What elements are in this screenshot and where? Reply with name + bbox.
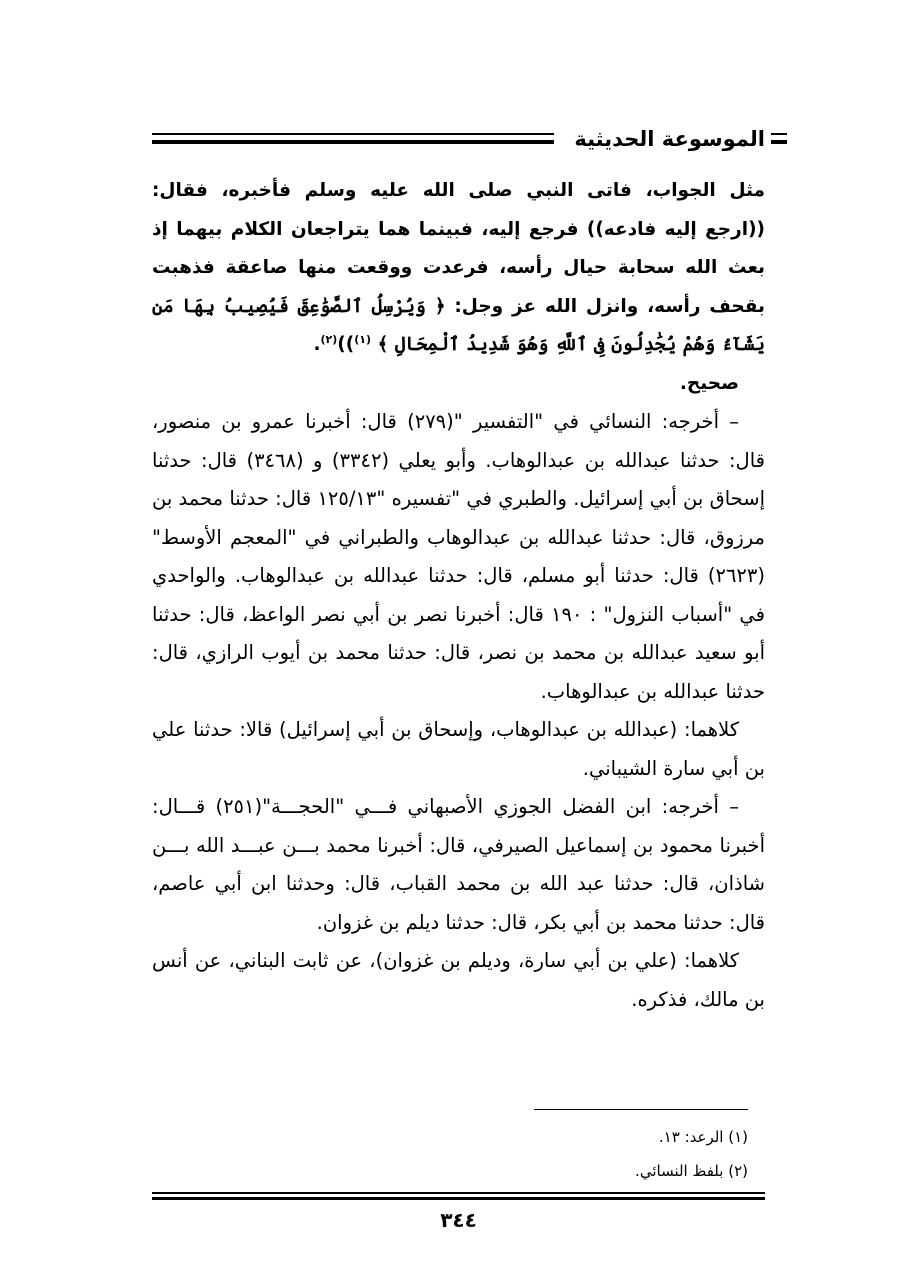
hadith-end: . <box>313 334 321 355</box>
takhrij-paragraph-3: – أخرجه: ابن الفضل الجوزي الأصبهاني فـــي "الحجـــة"(٢٥١) قـــال: أخبرنا محمود بن إسماعيل الصيرفي، قال: أخبرنا محمد بـــن عبـــد الله بـــن شاذان، قال: حدثنا عبد الله بن محمد القباب، قال: وحدثنا ابن أبي عاصم، قال: حدثنا محمد بن أبي بكر، قال: حدثنا ديلم بن غزوان. <box>152 795 765 934</box>
header-title: الموسوعة الحديثية <box>574 127 765 151</box>
header-rule-left <box>152 133 554 144</box>
footnote-mark-2: (٢) <box>320 332 338 346</box>
main-text <box>152 172 765 1019</box>
header-rule-right <box>771 133 787 144</box>
footnote-divider <box>534 1109 748 1110</box>
running-header <box>152 122 765 156</box>
takhrij-paragraph-2: كلاهما: (عبدالله بن عبدالوهاب، وإسحاق بن أبي إسرائيل) قالا: حدثنا علي بن أبي سارة الشيباني. <box>152 718 765 780</box>
takhrij-paragraph-1: – أخرجه: النسائي في "التفسير "(٢٧٩) قال: أخبرنا عمرو بن منصور، قال: حدثنا عبدالله بن عبدالوهاب. وأبو يعلي (٣٣٤٢) و (٣٤٦٨) قال: حدثنا إسحاق بن أبي إسرائيل. والطبري في "تفسيره "١٢٥/١٣ قال: حدثنا محمد بن مرزوق، قال: حدثنا عبدالله بن عبدالوهاب والطبراني في "المعجم الأوسط"(٢٦٢٣) قال: حدثنا أبو مسلم، قال: حدثنا عبدالله بن عبدالوهاب. والواحدي في "أسباب النزول" : ١٩٠ قال: أخبرنا نصر بن أبي نصر الواعظ، قال: حدثنا أبو سعيد عبدالله بن محمد بن نصر، قال: حدثنا محمد بن أيوب الرازي، قال: حدثنا عبدالله بن عبدالوهاب. <box>152 410 766 703</box>
hadith-text: مثل الجواب، فاتى النبي صلى الله عليه وسلم فأخبره، فقال: ((ارجع إليه فادعه)) فرجع إليه، فبينما هما يتراجعان الكلام بيهما إذ بعث الله سحابة حيال رأسه، فرعدت ووقعت منها صاعقة فذهبت بقحف رأسه، وانزل الله عز وجل: <box>152 180 765 317</box>
takhrij-paragraph-4: كلاهما: (علي بن أبي سارة، وديلم بن غزوان)، عن ثابت البناني، عن أنس بن مالك، فذكره. <box>152 949 765 1011</box>
footnote-2: (٢) بلفظ النسائي. <box>635 1162 748 1180</box>
bottom-rule <box>152 1192 765 1200</box>
hadith-closing: )) <box>337 334 355 355</box>
page-number: ٣٤٤ <box>440 1208 477 1232</box>
grading: صحيح. <box>679 372 739 394</box>
footnote-mark-1: (١) <box>354 332 371 346</box>
footnote-1: (١) الرعد: ١٣. <box>658 1128 748 1146</box>
footnotes <box>534 1120 748 1188</box>
quran-verse: ﴿ وَيُرْسِلُ ٱلصَّوَٰعِقَ فَيُصِيبُ بِهَا مَن يَشَآءُ وَهُمْ يُجَٰدِلُونَ فِى ٱللَّهِ وَهُوَ شَدِيدُ ٱلْمِحَالِ ﴾ <box>152 295 765 355</box>
hadith-paragraph <box>152 172 765 365</box>
